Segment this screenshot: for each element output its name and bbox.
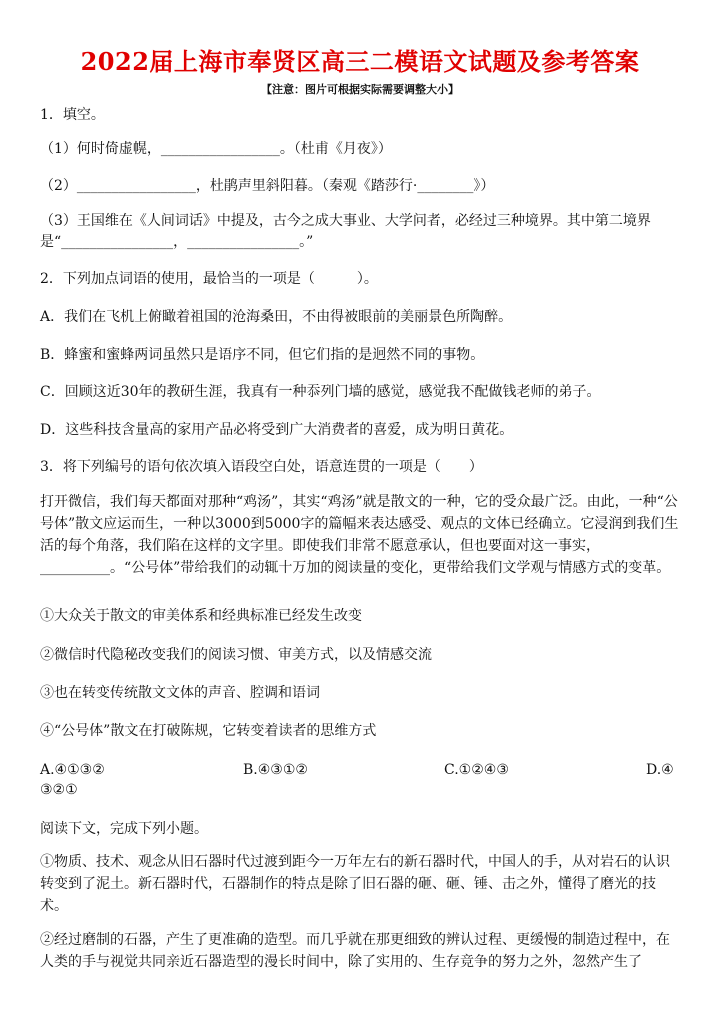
question-2-option-b: B．蜂蜜和蜜蜂两词虽然只是语序不同，但它们指的是迥然不同的事物。 bbox=[40, 347, 485, 363]
question-3-option-d: D.④ bbox=[646, 762, 674, 778]
document-title: 2022届上海市奉贤区高三二模语文试题及参考答案 bbox=[80, 47, 640, 76]
question-2-option-d: D．这些科技含量高的家用产品必将受到广大消费者的喜爱，成为明日黄花。 bbox=[40, 422, 514, 438]
question-3-sentence-4: ④“公号体”散文在打破陈规，它转变着读者的思维方式 bbox=[40, 723, 377, 739]
question-1-item-3-line-2: 是“________________，________________。” bbox=[40, 234, 314, 250]
question-2-heading: 2．下列加点词语的使用，最恰当的一项是（ ）。 bbox=[40, 271, 378, 287]
question-3-option-a: A.④①③② bbox=[40, 762, 105, 778]
question-3-passage: 打开微信，我们每天都面对那种“鸡汤”，其实“鸡汤”就是散文的一种，它的受众最广泛。由此，一种“公号体”散文应运而生，一种以3000到5000字的篇幅来表达感受、观点的文体已经确立。它浸润到我们生活的每个角落，我们陷在这样的文字里。即使我们非常不愿意承认，但也要面对这一事实，__________。“公号体”带给我们的动辄十万加的阅读量的变化，更带给我们文学观与情感方式的变革。 bbox=[40, 494, 679, 576]
question-1-item-3-line-1: （3）王国维在《人间词话》中提及，古今之成大事业、大学问者，必经过三种境界。其中第二境界 bbox=[40, 213, 651, 229]
question-1-item-2: （2）_________________，杜鹃声里斜阳暮。（秦观《踏莎行·________》） bbox=[40, 178, 495, 194]
question-3-sentence-1: ①大众关于散文的审美体系和经典标准已经发生改变 bbox=[40, 608, 362, 624]
question-3-heading: 3．将下列编号的语句依次填入语段空白处，语意连贯的一项是（ ） bbox=[40, 459, 483, 475]
reading-paragraph-1: ①物质、技术、观念从旧石器时代过渡到距今一万年左右的新石器时代，中国人的手，从对岩石的认识转变到了泥土。新石器时代，石器制作的特点是除了旧石器的砸、砸、锤、击之外，懂得了磨光的技术。 bbox=[40, 854, 670, 914]
question-3-sentence-2: ②微信时代隐秘改变我们的阅读习惯、审美方式，以及情感交流 bbox=[40, 647, 432, 663]
reading-paragraph-2: ②经过磨制的石器，产生了更准确的造型。而几乎就在那更细致的辨认过程、更缓慢的制造过程中，在人类的手与视觉共同亲近石器造型的漫长时间中，除了实用的、生存竞争的努力之外，忽然产生了 bbox=[40, 932, 670, 970]
question-3-option-b: B.④③①② bbox=[243, 762, 308, 778]
question-3-sentence-3: ③也在转变传统散文文体的声音、腔调和语词 bbox=[40, 685, 320, 701]
question-2-option-a: A．我们在飞机上俯瞰着祖国的沧海桑田，不由得被眼前的美丽景色所陶醉。 bbox=[40, 309, 513, 325]
question-3-option-c: C.①②④③ bbox=[444, 762, 509, 778]
question-3-options bbox=[40, 758, 680, 806]
question-3-option-d-continued: ③②① bbox=[40, 782, 78, 798]
question-2-option-c: C．回顾这近30年的教研生涯，我真有一种忝列门墙的感觉，感觉我不配做钱老师的弟子。 bbox=[40, 384, 601, 400]
question-1-item-1: （1）何时倚虚幌，_________________。（杜甫《月夜》） bbox=[40, 141, 392, 157]
reading-heading: 阅读下文，完成下列小题。 bbox=[40, 821, 208, 837]
question-1-heading: 1．填空。 bbox=[40, 107, 105, 123]
resize-note: 【注意：图片可根据实际需要调整大小】 bbox=[261, 83, 459, 96]
